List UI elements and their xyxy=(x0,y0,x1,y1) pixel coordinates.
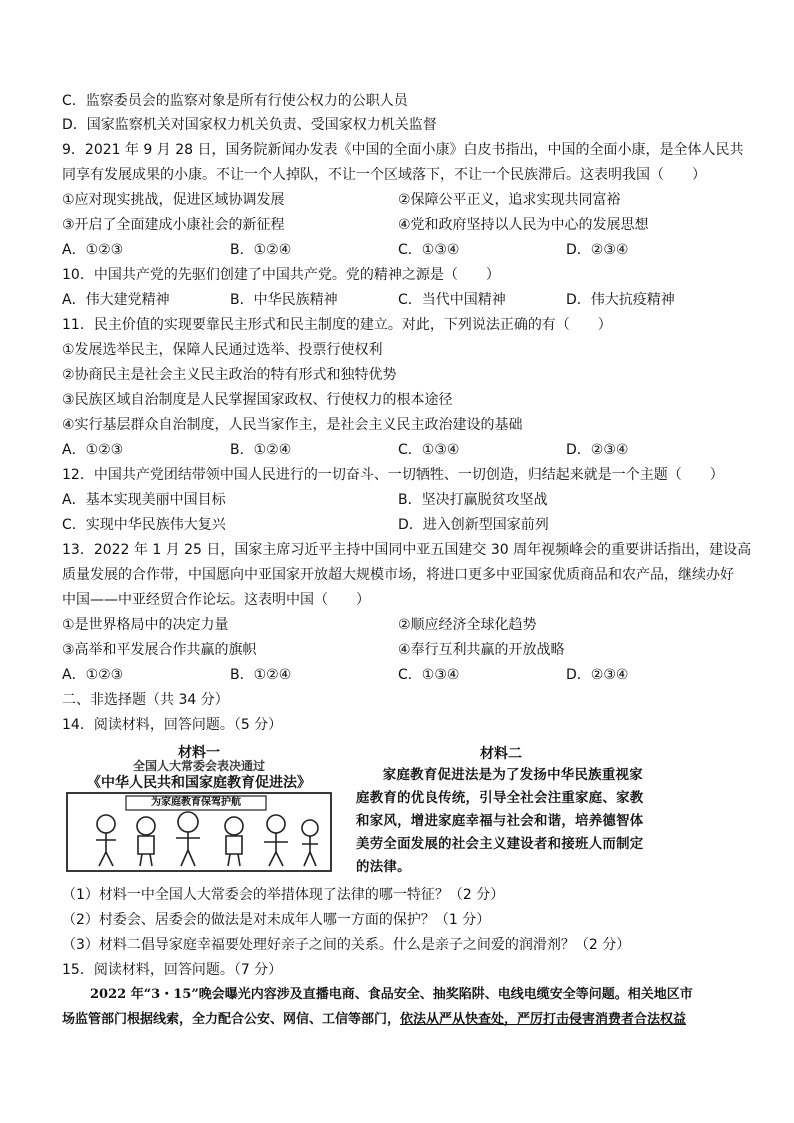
q10-option-c: C．当代中国精神 xyxy=(398,292,506,308)
material-one-cartoon xyxy=(66,744,332,872)
q11-statement-3: ③民族区域自治制度是人民掌握国家政权、行使权力的根本途径 xyxy=(62,392,453,408)
q15-stem: 15．阅读材料，回答问题。（7 分） xyxy=(62,962,283,978)
q9-option-b: B．①②④ xyxy=(230,242,292,258)
q15-material-line2 xyxy=(62,1011,686,1029)
q13-stem-line1: 13．2022 年 1 月 25 日，国家主席习近平主持中国同中亚五国建交 30 周年视频峰会的重要讲话指出，建设高 xyxy=(62,542,752,558)
q10-stem: 10．中国共产党的先驱们创建了中国共产党。党的精神之源是（ ） xyxy=(62,267,500,283)
q13-statement-1: ①是世界格局中的决定力量 xyxy=(62,617,229,633)
q13-stem-line2: 质量发展的合作带，中国愿向中亚国家开放超大规模市场，将进口更多中亚国家优质商品和农产品，继续办好 xyxy=(62,567,734,583)
q9-option-c: C．①③④ xyxy=(398,242,460,258)
q11-statement-2: ②协商民主是社会主义民主政治的特有形式和独特优势 xyxy=(62,367,397,383)
material-two-title: 材料二 xyxy=(480,746,522,762)
q11-option-c: C．①③④ xyxy=(398,442,460,458)
q15-material-line2-plain: 场监管部门根据线索，全力配合公安、网信、工信等部门， xyxy=(62,1012,401,1027)
q9-statement-1: ①应对现实挑战，促进区域协调发展 xyxy=(62,192,285,208)
q14-sub-2: （2）村委会、居委会的做法是对未成年人哪一方面的保护？（1 分） xyxy=(62,912,491,928)
material-two xyxy=(356,744,646,875)
q13-option-a: A．①②③ xyxy=(62,667,124,683)
q14-sub-1: （1）材料一中全国人大常委会的举措体现了法律的哪一特征？（2 分） xyxy=(62,887,505,903)
q13-statement-3: ③高举和平发展合作共赢的旗帜 xyxy=(62,642,257,658)
q12-option-d: D．进入创新型国家前列 xyxy=(398,517,549,533)
q10-option-b: B．中华民族精神 xyxy=(230,292,338,308)
q12-stem: 12．中国共产党团结带领中国人民进行的一切奋斗、一切牺牲、一切创造，归结起来就是一个主题（ ） xyxy=(62,467,724,483)
q10-option-d: D．伟大抗疫精神 xyxy=(566,292,675,308)
q9-option-d: D．②③④ xyxy=(566,242,629,258)
q8-option-c: C．监察委员会的监察对象是所有行使公权力的公职人员 xyxy=(62,93,408,109)
q15-material-line1: 2022 年“3・15”晚会曝光内容涉及直播电商、食品安全、抽奖陷阱、电线电缆安全等问题。相关地区市 xyxy=(90,987,693,1002)
q15-material-underlined: 依法从严从快查处，严厉打击侵害消费者合法权益 xyxy=(400,1012,687,1027)
q8-option-d: D．国家监察机关对国家权力机关负责、受国家权力机关监督 xyxy=(62,117,437,133)
q10-option-a: A．伟大建党精神 xyxy=(62,292,170,308)
q14-sub-3: （3）材料二倡导家庭幸福要处理好亲子之间的关系。什么是亲子之间爱的润滑剂？（2 分） xyxy=(62,937,631,953)
material-one-headline: 全国人大常委会表决通过 xyxy=(132,759,265,773)
section-heading: 二、非选择题（共 34 分） xyxy=(62,692,229,708)
q9-statement-4: ④党和政府坚持以人民为中心的发展思想 xyxy=(398,217,649,233)
q11-statement-4: ④实行基层群众自治制度，人民当家作主，是社会主义民主政治建设的基础 xyxy=(62,417,523,433)
q12-option-b: B．坚决打赢脱贫攻坚战 xyxy=(398,492,548,508)
q9-stem-line2: 同享有发展成果的小康。不让一个人掉队，不让一个区域落下，不让一个民族滞后。这表明我国（ ） xyxy=(62,167,706,183)
q13-stem-line3: 中国——中亚经贸合作论坛。这表明中国（ ） xyxy=(62,592,370,608)
material-one-law-name: 《中华人民共和国家庭教育促进法》 xyxy=(87,775,311,791)
material-two-body: 家庭教育促进法是为了发扬中华民族重视家庭教育的优良传统，引导全社会注重家庭、家教和家风，增进家庭幸福与社会和谐，培养德智体美劳全面发展的社会主义建设者和接班人而制定的法律。 xyxy=(356,767,644,875)
q13-option-b: B．①②④ xyxy=(230,667,292,683)
q9-statement-3: ③开启了全面建成小康社会的新征程 xyxy=(62,217,285,233)
q12-option-a: A．基本实现美丽中国目标 xyxy=(62,492,226,508)
q11-option-b: B．①②④ xyxy=(230,442,292,458)
cartoon-banner-text: 为家庭教育保驾护航 xyxy=(151,797,241,808)
q11-statement-1: ①发展选举民主，保障人民通过选举、投票行使权利 xyxy=(62,342,383,358)
q9-option-a: A．①②③ xyxy=(62,242,124,258)
q11-stem: 11．民主价值的实现要靠民主形式和民主制度的建立。对此，下列说法正确的有（ ） xyxy=(62,317,612,333)
q9-stem-line1: 9．2021 年 9 月 28 日，国务院新闻办发表《中国的全面小康》白皮书指出，中国的全面小康，是全体人民共 xyxy=(62,142,744,158)
q9-statement-2: ②保障公平正义，追求实现共同富裕 xyxy=(398,192,621,208)
material-one-title: 材料一 xyxy=(178,745,220,761)
q14-stem: 14．阅读材料，回答问题。（5 分） xyxy=(62,717,283,733)
q13-option-c: C．①③④ xyxy=(398,667,460,683)
q12-option-c: C．实现中华民族伟大复兴 xyxy=(62,517,226,533)
q11-option-d: D．②③④ xyxy=(566,442,629,458)
q11-option-a: A．①②③ xyxy=(62,442,124,458)
q13-statement-2: ②顺应经济全球化趋势 xyxy=(398,617,537,633)
q13-statement-4: ④奉行互利共赢的开放战略 xyxy=(398,642,565,658)
q13-option-d: D．②③④ xyxy=(566,667,629,683)
